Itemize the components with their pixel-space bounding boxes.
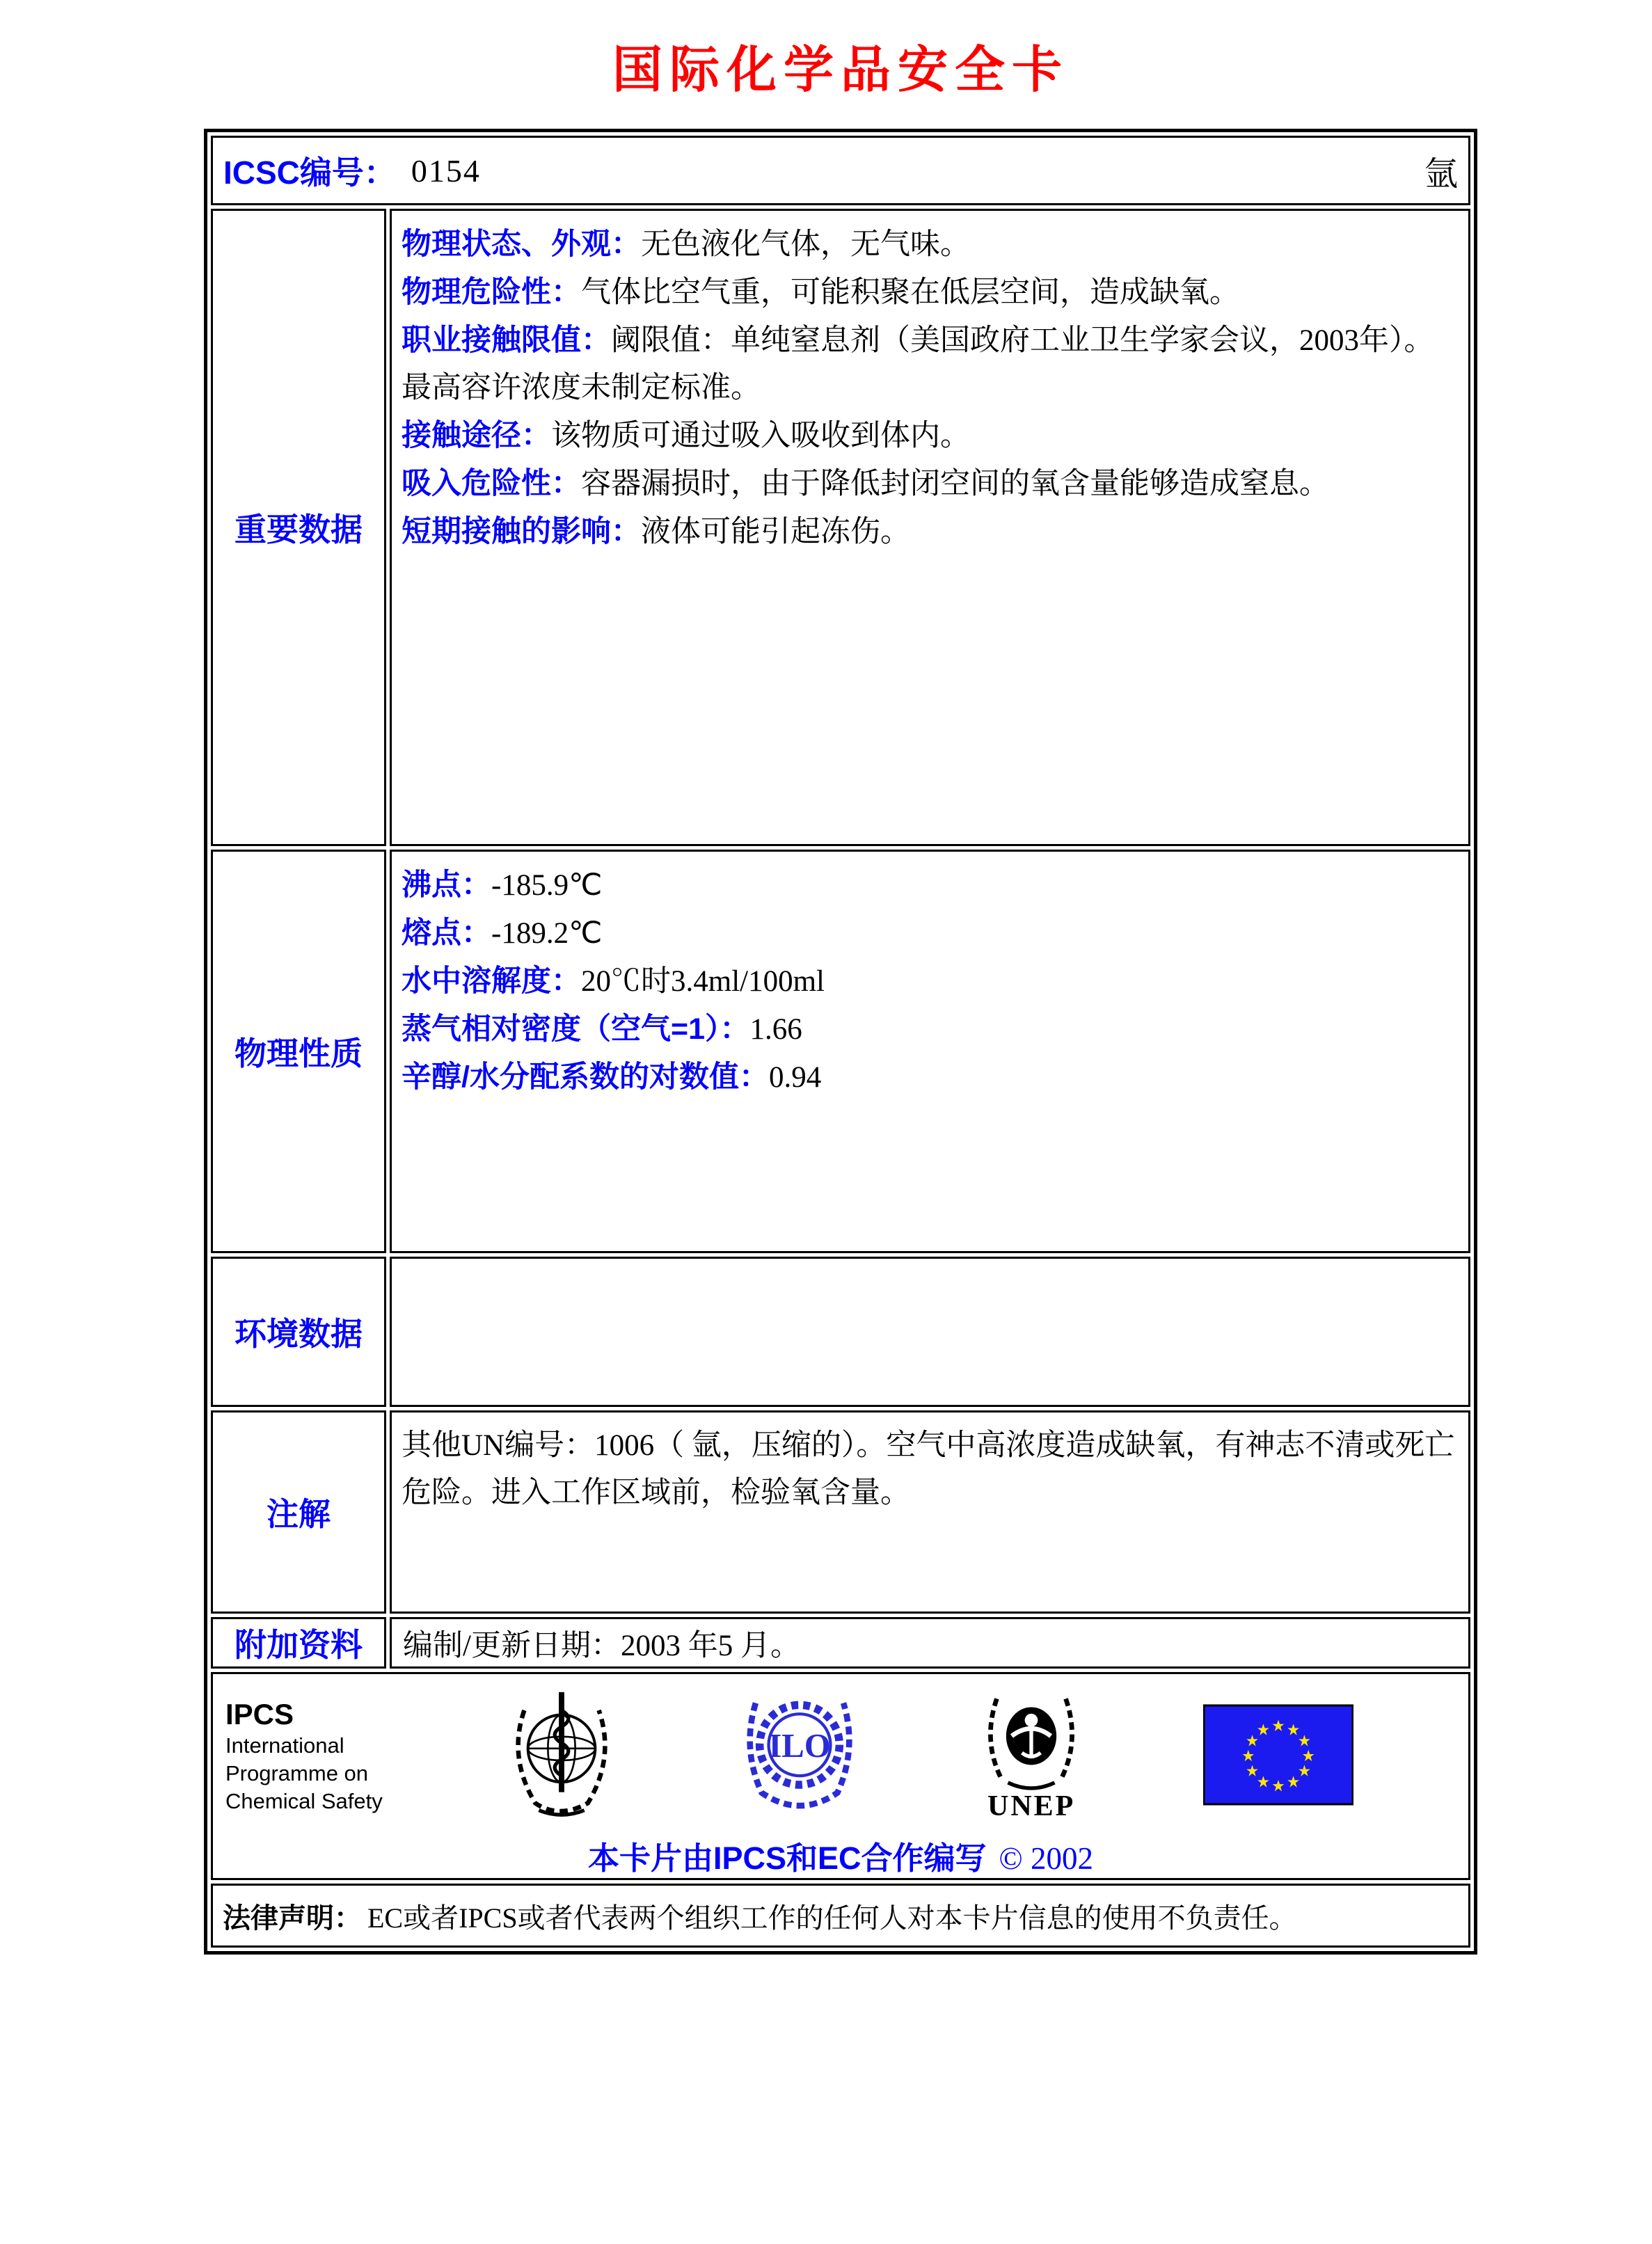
ipcs-subtitle-line: International — [225, 1733, 344, 1758]
ipcs-text-block — [225, 1697, 383, 1815]
ipcs-subtitle-line: Chemical Safety — [225, 1789, 383, 1813]
icsc-card-table — [204, 129, 1477, 1955]
chemical-name: 氩 — [1424, 155, 1458, 193]
field-value: -189.2℃ — [491, 917, 603, 950]
section-content-important-data — [390, 209, 1470, 846]
eu-flag-icon — [1203, 1704, 1353, 1809]
logos-row — [211, 1672, 1470, 1880]
field-value: 气体比空气重，可能积聚在低层空间，造成缺氧。 — [581, 276, 1239, 309]
unep-label: UNEP — [987, 1790, 1076, 1822]
icsc-number-label: ICSC编号： — [223, 154, 396, 191]
credit-line — [213, 1833, 1468, 1878]
section-content-notes — [390, 1410, 1470, 1614]
field-value: 无色液化气体，无气味。 — [641, 228, 970, 261]
data-line — [402, 269, 1457, 317]
field-label: 蒸气相对密度（空气=1）： — [402, 1012, 750, 1046]
ipcs-title: IPCS — [225, 1698, 294, 1730]
field-label: 水中溶解度： — [402, 964, 581, 998]
field-label: 吸入危险性： — [402, 467, 581, 500]
section-label-environmental-data: 环境数据 — [211, 1257, 386, 1407]
icsc-header-row — [211, 136, 1470, 205]
field-value: 1.66 — [749, 1013, 802, 1046]
section-label-important-data: 重要数据 — [211, 209, 386, 846]
field-value: 阈限值：单纯窒息剂（美国政府工业卫生学家会议，2003年）。最高容许浓度未制定标准。 — [402, 324, 1434, 404]
data-line — [402, 221, 1457, 269]
field-label: 职业接触限值： — [402, 324, 611, 357]
data-line — [402, 909, 1457, 957]
data-line — [402, 1005, 1457, 1053]
field-label: 熔点： — [402, 916, 491, 950]
field-label: 辛醇/水分配系数的对数值： — [402, 1060, 769, 1094]
data-line — [402, 1053, 1457, 1101]
section-label-notes: 注解 — [211, 1410, 386, 1614]
ipcs-subtitle-line: Programme on — [225, 1761, 369, 1785]
field-label: 沸点： — [402, 868, 491, 902]
legal-text: EC或者IPCS或者代表两个组织工作的任何人对本卡片信息的使用不负责任。 — [367, 1902, 1297, 1934]
update-date-text: 编制/更新日期：2003 年5 月。 — [403, 1629, 800, 1662]
section-label-additional-information: 附加资料 — [211, 1617, 386, 1669]
icsc-number-value: 0154 — [411, 152, 481, 189]
ilo-monogram: ILO — [768, 1726, 832, 1765]
data-line — [402, 412, 1457, 460]
unep-emblem-icon — [979, 1689, 1083, 1823]
field-value: 容器漏损时，由于降低封闭空间的氧含量能够造成窒息。 — [581, 468, 1329, 500]
page-title: 国际化学品安全卡 — [612, 40, 1069, 99]
field-value: 0.94 — [768, 1061, 822, 1094]
field-value: -185.9℃ — [491, 869, 603, 902]
field-label: 物理状态、外观： — [402, 228, 641, 261]
section-content-environmental-data — [390, 1257, 1470, 1407]
copyright-text: © 2002 — [999, 1841, 1093, 1876]
field-label: 接触途径： — [402, 419, 551, 452]
who-emblem-icon — [502, 1687, 621, 1827]
section-label-physical-properties: 物理性质 — [211, 850, 386, 1253]
data-line — [402, 317, 1457, 412]
data-line — [402, 861, 1457, 909]
section-content-additional-information — [390, 1617, 1470, 1669]
section-content-physical-properties — [390, 850, 1470, 1253]
notes-text: 其他UN编号：1006（ 氩，压缩的）。空气中高浓度造成缺氧，有神志不清或死亡危险。进入工作区域前，检验氧含量。 — [402, 1429, 1455, 1509]
ilo-emblem-icon — [740, 1687, 859, 1827]
field-label: 物理危险性： — [402, 276, 581, 309]
legal-label: 法律声明： — [223, 1902, 362, 1934]
field-value: 20℃时3.4ml/100ml — [581, 965, 825, 998]
legal-row — [211, 1884, 1470, 1948]
data-line — [402, 508, 1457, 556]
field-value: 液体可能引起冻伤。 — [641, 516, 910, 548]
field-label: 短期接触的影响： — [402, 515, 641, 548]
credit-text: 本卡片由IPCS和EC合作编写 — [588, 1840, 987, 1876]
field-value: 该物质可通过吸入吸收到体内。 — [551, 420, 970, 452]
data-line — [402, 460, 1457, 508]
data-line — [402, 957, 1457, 1005]
